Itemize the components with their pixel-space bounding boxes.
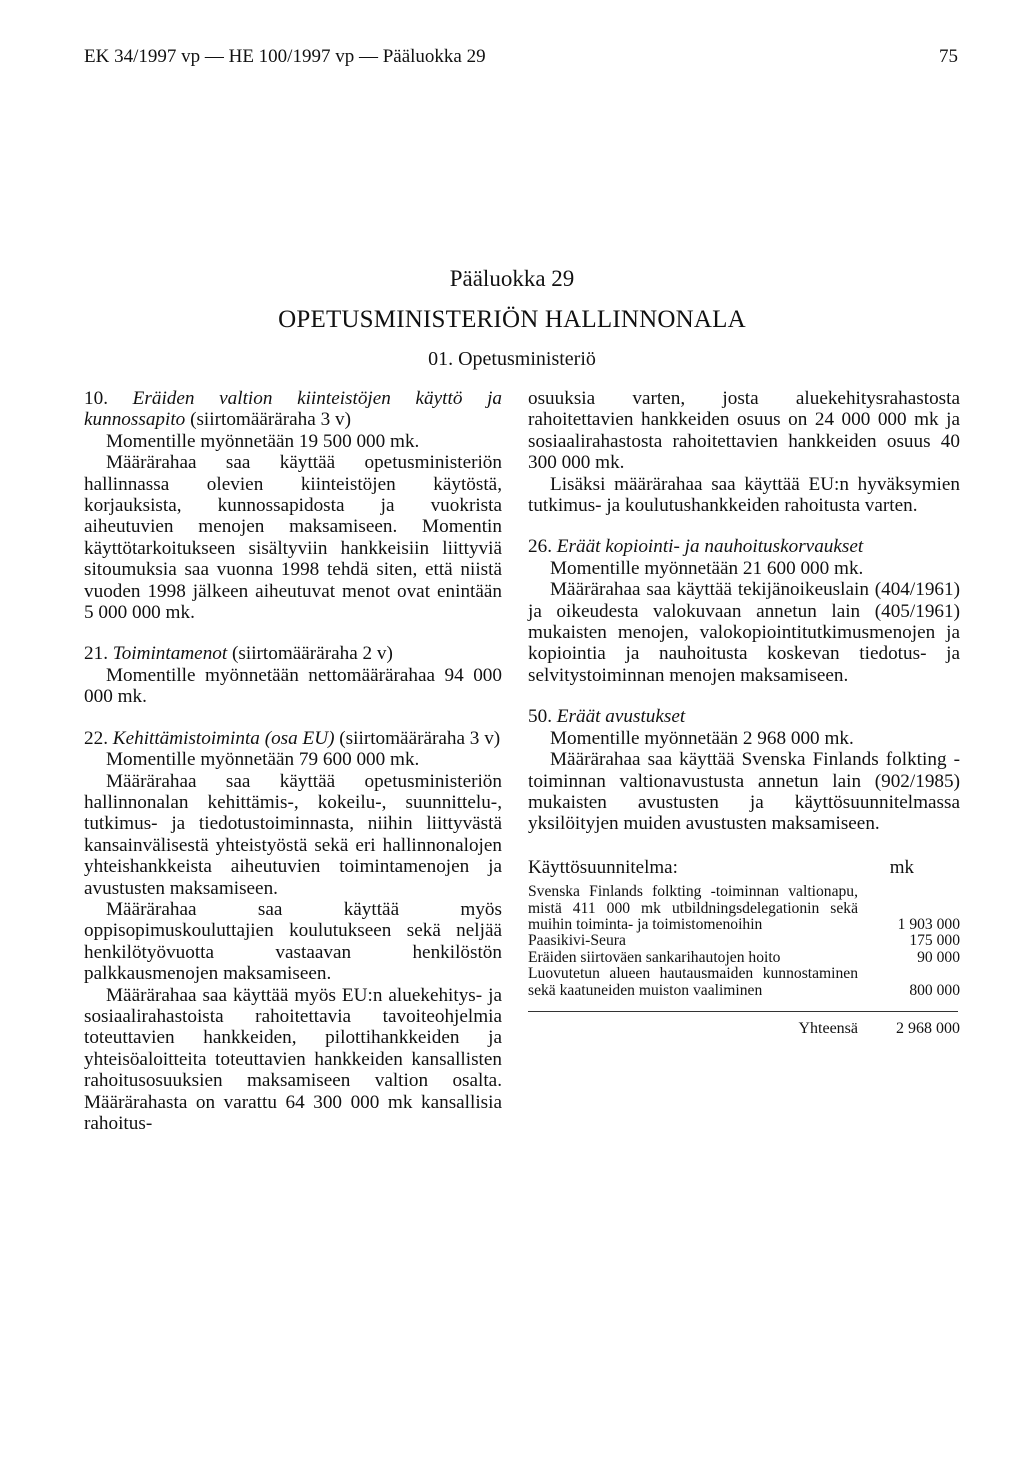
- item-21-appropriation: Momentille myönnetään nettomäärärahaa 94 000 000 mk.: [84, 664, 502, 708]
- item-26-text: Määrärahaa saa käyttää tekijänoikeuslain (404/1961) ja oikeudesta valokuvaan annetun lain (405/1961) mukaisten menojen, valokopiointitutkimusmenojen ja kopiointia ja nauhoitusta koskevan tiedotus- ja selvitystoiminnan menojen maksamiseen.: [528, 579, 960, 686]
- table-total-row: [528, 1018, 960, 1039]
- item-50-name: Eräät avustukset: [556, 706, 686, 728]
- item-10-heading: [84, 388, 502, 431]
- table-row-amount: 90 000: [917, 948, 960, 966]
- running-title: EK 34/1997 vp — HE 100/1997 vp — Pääluokka 29: [84, 46, 486, 67]
- table-row: [528, 884, 960, 933]
- table-row: [528, 950, 960, 966]
- item-50: [528, 706, 960, 834]
- item-21-type: (siirtomääräraha 2 v): [227, 643, 393, 665]
- item-22-name: Kehittämistoiminta (osa EU): [112, 727, 335, 749]
- item-22-number: 22.: [84, 727, 113, 749]
- total-label: Yhteensä: [798, 1019, 858, 1037]
- item-10-type: (siirtomääräraha 3 v): [185, 409, 351, 431]
- item-22-text-3: Määrärahaa saa käyttää myös EU:n aluekehitys- ja sosiaalirahastoista rahoitettavia tavoiteohjelmia toteuttavien hankkeiden, pilottihankkeiden ja yhteisöaloitteita toteuttavien hankkeiden kansallisten rahoitusosuuksien maksamiseen valtion osalta. Määrärahasta on varattu 64 300 000 mk kansallisia rahoitus-: [84, 984, 502, 1134]
- section-title: 01. Opetusministeriö: [428, 348, 596, 370]
- table-row-amount: 800 000: [909, 981, 960, 999]
- page-header: [0, 46, 1024, 76]
- item-22-heading: [84, 728, 502, 749]
- item-21: [84, 643, 502, 707]
- usage-plan-unit: mk: [889, 856, 914, 878]
- item-10-name: Eräiden valtion kiinteistöjen käyttö ja kunnossapito: [84, 388, 503, 431]
- item-22-appropriation: Momentille myönnetään 79 600 000 mk.: [106, 749, 420, 771]
- usage-plan-header: [528, 857, 960, 878]
- item-10: [84, 388, 502, 623]
- left-column: [84, 388, 502, 1134]
- table-row-description: Paasikivi-Seura: [528, 932, 626, 950]
- table-row-amount: 175 000: [909, 932, 960, 950]
- item-10-appropriation: Momentille myönnetään 19 500 000 mk.: [106, 430, 420, 452]
- item-50-appropriation: Momentille myönnetään 2 968 000 mk.: [550, 727, 854, 749]
- item-22-type: (siirtomääräraha 3 v): [334, 727, 501, 749]
- item-26-heading: [528, 536, 960, 557]
- table-row-description: Eräiden siirtoväen sankarihautojen hoito: [528, 948, 781, 966]
- table-row-description: Svenska Finlands folkting -toiminnan valtionapu, mistä 411 000 mk utbildningsdelegationin sekä muihin toiminta- ja toimistomenoihin: [528, 883, 858, 933]
- item-50-heading: [528, 706, 960, 727]
- item-22: [84, 728, 502, 1135]
- table-row-amount: 1 903 000: [897, 915, 960, 933]
- table-row: [528, 966, 960, 999]
- item-50-number: 50.: [528, 706, 557, 728]
- item-21-number: 21.: [84, 643, 113, 665]
- item-26: [528, 536, 960, 686]
- table-divider: [528, 1011, 958, 1012]
- item-26-number: 26.: [528, 536, 557, 558]
- table-row: [528, 933, 960, 949]
- table-row-description: Luovutetun alueen hautausmaiden kunnostaminen sekä kaatuneiden muiston vaaliminen: [528, 965, 858, 999]
- item-10-text: Määrärahaa saa käyttää opetusministeriön hallinnassa olevien kiinteistöjen käytöstä, korjauksista, kunnossapidosta ja vuokrista aiheutuvien menojen maksamiseen. Momentin käyttötarkoitukseen sisältyviin hankkeisiin liittyviä sitoumuksia saa vuonna 1998 tehdä siten, että niistä vuoden 1998 jälkeen aiheutuvat menot ovat enintään 5 000 000 mk.: [84, 452, 502, 624]
- right-column: [528, 388, 960, 1039]
- main-title: Pääluokka 29: [449, 266, 575, 291]
- item-10-number: 10.: [84, 388, 133, 409]
- item-50-text: Määrärahaa saa käyttää Svenska Finlands folkting -toiminnan valtionavustusta annetun lain (902/1985) mukaisten avustusten ja käyttösuunnitelmassa yksilöityjen muiden avustusten maksamiseen.: [528, 749, 960, 835]
- page-number: 75: [939, 46, 958, 67]
- ministry-title: OPETUSMINISTERIÖN HALLINNONALA: [278, 306, 746, 333]
- item-22-text-2: Määrärahaa saa käyttää myös oppisopimuskouluttajien koulutukseen sekä neljää henkilötyövuotta vastaavan henkilöstön palkkausmenojen maksamiseen.: [84, 898, 502, 985]
- item-21-name: Toimintamenot: [112, 643, 228, 665]
- usage-plan-title: Käyttösuunnitelma:: [528, 856, 678, 878]
- item-26-name: Eräät kopiointi- ja nauhoituskorvaukset: [556, 536, 864, 558]
- item-21-heading: [84, 643, 502, 664]
- total-amount: 2 968 000: [896, 1019, 960, 1037]
- item-26-appropriation: Momentille myönnetään 21 600 000 mk.: [550, 557, 864, 579]
- item-22-text-1: Määrärahaa saa käyttää opetusministeriön hallinnonalan kehittämis-, kokeilu-, suunnittelu-, tutkimus- ja tiedotustoiminnasta, niihin liittyvästä kansainvälisestä yhteistyöstä sekä eri hallinnonalojen yhteishankkeista aiheutuvien toimintamenojen ja avustusten maksamiseen.: [84, 770, 502, 899]
- usage-plan-table: [528, 857, 960, 1040]
- item-22-continuation-2: Lisäksi määrärahaa saa käyttää EU:n hyväksymien tutkimus- ja koulutushankkeiden rahoitusta varten.: [528, 473, 960, 517]
- item-22-continuation: osuuksia varten, josta aluekehitysrahastosta rahoitettavien hankkeiden osuus on 24 000 000 mk ja sosiaalirahastosta rahoitettavien hankkeiden osuus 40 300 000 mk.: [528, 388, 960, 474]
